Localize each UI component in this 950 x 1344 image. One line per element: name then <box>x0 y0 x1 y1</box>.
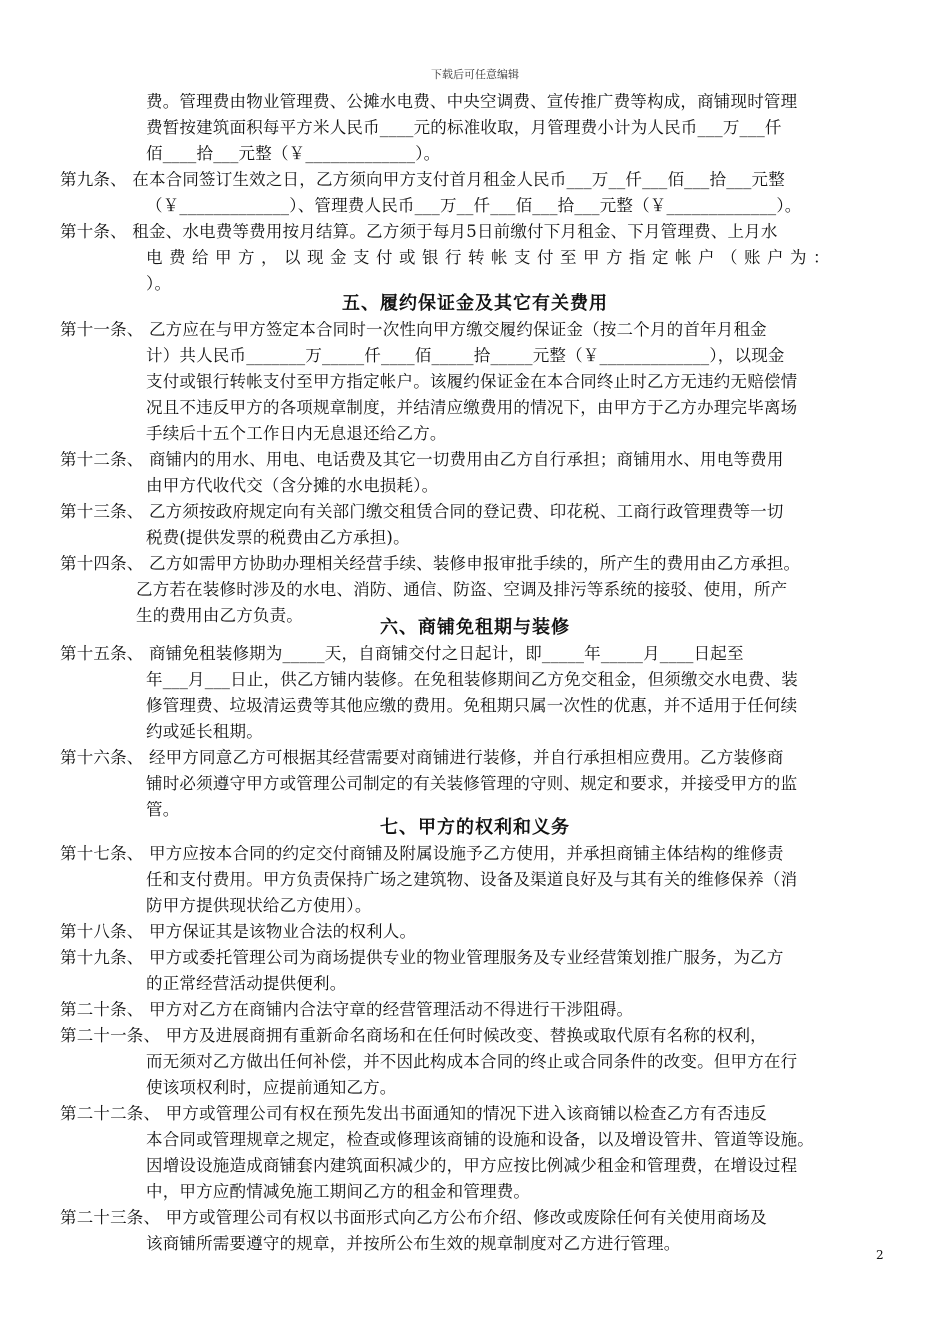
section-heading-6: 六、商铺免租期与装修 <box>380 617 570 638</box>
text-line: 因增设设施造成商铺套内建筑面积减少的，甲方应按比例减少租金和管理费，在增设过程 <box>146 1156 798 1175</box>
text-line: 的正常经营活动提供便利。 <box>146 974 347 993</box>
text-line: 电费给甲方，以现金支付或银行转帐支付至甲方指定帐户（账户为： <box>146 248 836 267</box>
clause-20: 第二十条、 甲方对乙方在商铺内合法守章的经营管理活动不得进行干涉阻碍。 <box>60 1000 634 1019</box>
clause-14: 第十四条、 乙方如需甲方协助办理相关经营手续、装修申报审批手续的，所产生的费用由乙方承担。 <box>60 554 801 573</box>
text-line: 乙方若在装修时涉及的水电、消防、通信、防盗、空调及排污等系统的接驳、使用，所产 <box>136 580 788 599</box>
text-line: 年___月___日止，供乙方铺内装修。在免租装修期间乙方免交租金，但须缴交水电费、装 <box>146 670 798 689</box>
clause-19: 第十九条、 甲方或委托管理公司为商场提供专业的物业管理服务及专业经营策划推广服务，为乙方 <box>60 948 784 967</box>
text-line: 支付或银行转帐支付至甲方指定帐户。该履约保证金在本合同终止时乙方无违约无赔偿情 <box>146 372 798 391</box>
text-line: 计）共人民币_______万_____仟____佰_____拾_____元整（￥_____________），以现金 <box>146 346 785 365</box>
page-number: 2 <box>876 1248 884 1262</box>
text-line: （￥_____________）、管理费人民币___万__仟___佰___拾___元整（￥_____________）。 <box>146 196 802 215</box>
section-heading-7: 七、甲方的权利和义务 <box>380 817 570 838</box>
text-line: 况且不违反甲方的各项规章制度，并结清应缴费用的情况下，由甲方于乙方办理完毕离场 <box>146 398 798 417</box>
text-line: ）。 <box>146 274 172 293</box>
clause-21: 第二十一条、 甲方及进展商拥有重新命名商场和在任何时候改变、替换或取代原有名称的权利， <box>60 1026 767 1045</box>
page-header-watermark: 下载后可任意编辑 <box>431 68 519 81</box>
text-line: 该商铺所需要遵守的规章，并按所公布生效的规章制度对乙方进行管理。 <box>146 1234 681 1253</box>
text-line: 铺时必须遵守甲方或管理公司制定的有关装修管理的守则、规定和要求，并接受甲方的监 <box>146 774 798 793</box>
text-line: 佰____拾___元整（￥_____________）。 <box>146 144 441 163</box>
text-line: 手续后十五个工作日内无息退还给乙方。 <box>146 424 447 443</box>
text-line: 由甲方代收代交（含分摊的水电损耗）。 <box>146 476 439 495</box>
clause-9: 第九条、 在本合同签订生效之日，乙方须向甲方支付首月租金人民币___万__仟___佰___拾___元整 <box>60 170 785 189</box>
text-line: 费暂按建筑面积每平方米人民币____元的标准收取，月管理费小计为人民币___万___仟 <box>146 118 782 137</box>
clause-23: 第二十三条、 甲方或管理公司有权以书面形式向乙方公布介绍、修改或废除任何有关使用商场及 <box>60 1208 767 1227</box>
text-line: 使该项权利时，应提前通知乙方。 <box>146 1078 397 1097</box>
text-line: 中，甲方应酌情减免施工期间乙方的租金和管理费。 <box>146 1182 531 1201</box>
clause-18: 第十八条、 甲方保证其是该物业合法的权利人。 <box>60 922 417 941</box>
clause-10: 第十条、 租金、水电费等费用按月结算。乙方须于每月5日前缴付下月租金、下月管理费、上月水 <box>60 222 778 241</box>
text-line: 而无须对乙方做出任何补偿，并不因此构成本合同的终止或合同条件的改变。但甲方在行 <box>146 1052 798 1071</box>
clause-22: 第二十二条、 甲方或管理公司有权在预先发出书面通知的情况下进入该商铺以检查乙方有否违反 <box>60 1104 767 1123</box>
text-line: 防甲方提供现状给乙方使用）。 <box>146 896 372 915</box>
text-line: 修管理费、垃圾清运费等其他应缴的费用。免租期只属一次性的优惠，并不适用于任何续 <box>146 696 798 715</box>
text-line: 任和支付费用。甲方负责保持广场之建筑物、设备及渠道良好及与其有关的维修保养（消 <box>146 870 798 889</box>
text-line: 本合同或管理规章之规定，检查或修理该商铺的设施和设备，以及增设管井、管道等设施。 <box>146 1130 814 1149</box>
clause-15: 第十五条、 商铺免租装修期为_____天，自商铺交付之日起计，即_____年_____月____日起至 <box>60 644 744 663</box>
clause-13: 第十三条、 乙方须按政府规定向有关部门缴交租赁合同的登记费、印花税、工商行政管理费等一切 <box>60 502 784 521</box>
clause-11: 第十一条、 乙方应在与甲方签定本合同时一次性向甲方缴交履约保证金（按二个月的首年月租金 <box>60 320 767 339</box>
text-line: 税费(提供发票的税费由乙方承担)。 <box>146 528 410 547</box>
clause-12: 第十二条、 商铺内的用水、用电、电话费及其它一切费用由乙方自行承担；商铺用水、用电等费用 <box>60 450 784 469</box>
clause-17: 第十七条、 甲方应按本合同的约定交付商铺及附属设施予乙方使用，并承担商铺主体结构的维修责 <box>60 844 784 863</box>
text-line: 费。管理费由物业管理费、公摊水电费、中央空调费、宣传推广费等构成，商铺现时管理 <box>146 92 798 111</box>
text-line: 管。 <box>146 800 180 819</box>
section-heading-5: 五、履约保证金及其它有关费用 <box>342 293 608 314</box>
clause-16: 第十六条、 经甲方同意乙方可根据其经营需要对商铺进行装修，并自行承担相应费用。乙方装修商 <box>60 748 784 767</box>
text-line: 约或延长租期。 <box>146 722 263 741</box>
text-line: 生的费用由乙方负责。 <box>136 606 303 625</box>
